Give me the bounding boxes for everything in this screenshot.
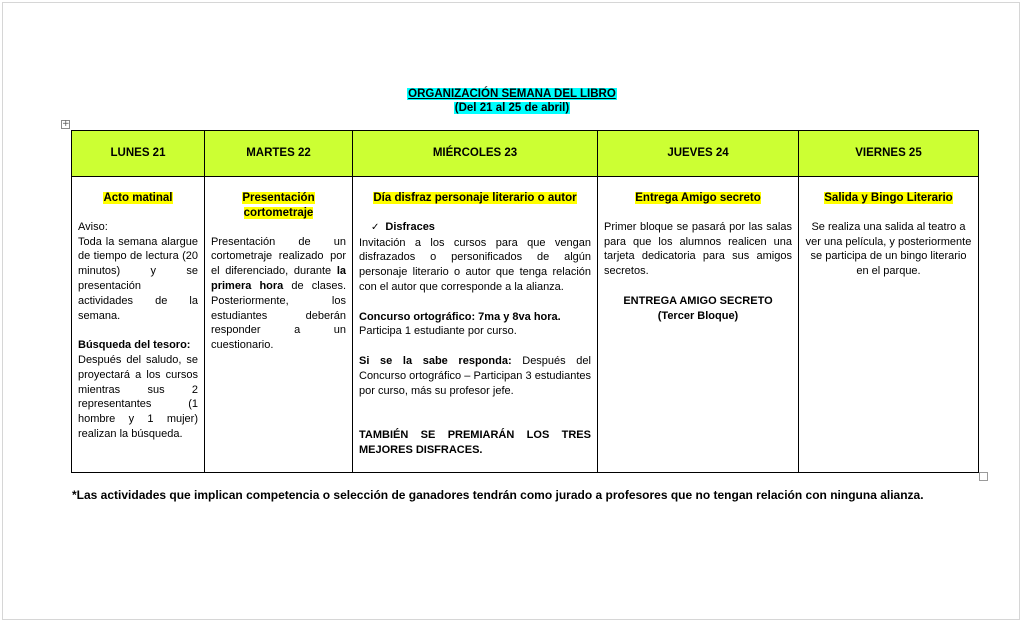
thursday-bold-line-2: (Tercer Bloque) — [657, 309, 739, 322]
header-monday: LUNES 21 — [72, 131, 205, 177]
wednesday-activity-title: Día disfraz personaje literario o autor — [373, 192, 577, 204]
monday-aviso-label: Aviso: — [78, 220, 108, 233]
week-schedule-table — [71, 130, 979, 473]
table-header-row — [72, 131, 979, 177]
header-tuesday: MARTES 22 — [205, 131, 353, 177]
table-move-handle-icon[interactable]: + — [62, 119, 70, 129]
document-title: ORGANIZACIÓN SEMANA DEL LIBRO — [408, 88, 616, 100]
tuesday-activity-title: Presentación cortometraje — [242, 192, 315, 219]
friday-text: Se realiza una salida al teatro a ver una película, y posteriormente se participa de un bingo literario en el parque. — [805, 220, 972, 278]
concurso-label: Concurso ortográfico: 7ma y 8va hora. — [359, 310, 561, 323]
tuesday-text: Presentación de un cortometraje realizado por el diferenciado, durante la primera hora de clases. Posteriormente, los estudiantes deberán responder a un cuestionario. — [211, 235, 346, 352]
concurso-text: Participa 1 estudiante por curso. — [359, 325, 517, 338]
document-subtitle: (Del 21 al 25 de abril) — [454, 102, 570, 114]
disfraces-check-item: ✓ Disfraces — [371, 220, 435, 233]
thursday-activity-title: Entrega Amigo secreto — [635, 192, 761, 204]
premio-disfraces-text: TAMBIÉN SE PREMIARÁN LOS TRES MEJORES DISFRACES. — [359, 428, 591, 456]
header-thursday: JUEVES 24 — [598, 131, 799, 177]
monday-aviso-text: Toda la semana alargue de tiempo de lectura (20 minutos) y se presentación actividades de la semana. — [78, 235, 198, 322]
monday-busqueda-text: Después del saludo, se proyectará a los cursos mientras sus 2 representantes (1 hombre y 1 mujer) realizan la búsqueda. — [78, 353, 198, 440]
header-wednesday: MIÉRCOLES 23 — [353, 131, 598, 177]
table-content-row — [72, 177, 979, 473]
cell-wednesday — [353, 177, 598, 473]
friday-activity-title: Salida y Bingo Literario — [824, 192, 953, 204]
si-se-la-sabe-text: Si se la sabe responda: Después del Concurso ortográfico – Participan 3 estudiantes por curso, más su profesor jefe. — [359, 354, 591, 397]
disfraces-text: Invitación a los cursos para que vengan disfrazados o personificados de algún personaje literario o autor que tenga relación con el autor que corresponde a la alianza. — [359, 236, 591, 293]
cell-tuesday — [205, 177, 353, 473]
monday-busqueda-label: Búsqueda del tesoro: — [78, 339, 191, 352]
monday-activity-title: Acto matinal — [103, 192, 173, 204]
header-friday: VIERNES 25 — [799, 131, 979, 177]
thursday-bold-line-1: ENTREGA AMIGO SECRETO — [623, 294, 773, 307]
cell-friday — [799, 177, 979, 473]
cell-monday — [72, 177, 205, 473]
thursday-text: Primer bloque se pasará por las salas para que los alumnos realicen una tarjeta dedicatoria para sus amigos secretos. — [604, 220, 792, 278]
footnote: *Las actividades que implican competencia o selección de ganadores tendrán como jurado a profesores que no tengan relación con ninguna alianza. — [72, 488, 924, 502]
cell-thursday — [598, 177, 799, 473]
checkmark-icon: ✓ — [371, 221, 380, 233]
table-resize-handle[interactable] — [979, 472, 988, 481]
